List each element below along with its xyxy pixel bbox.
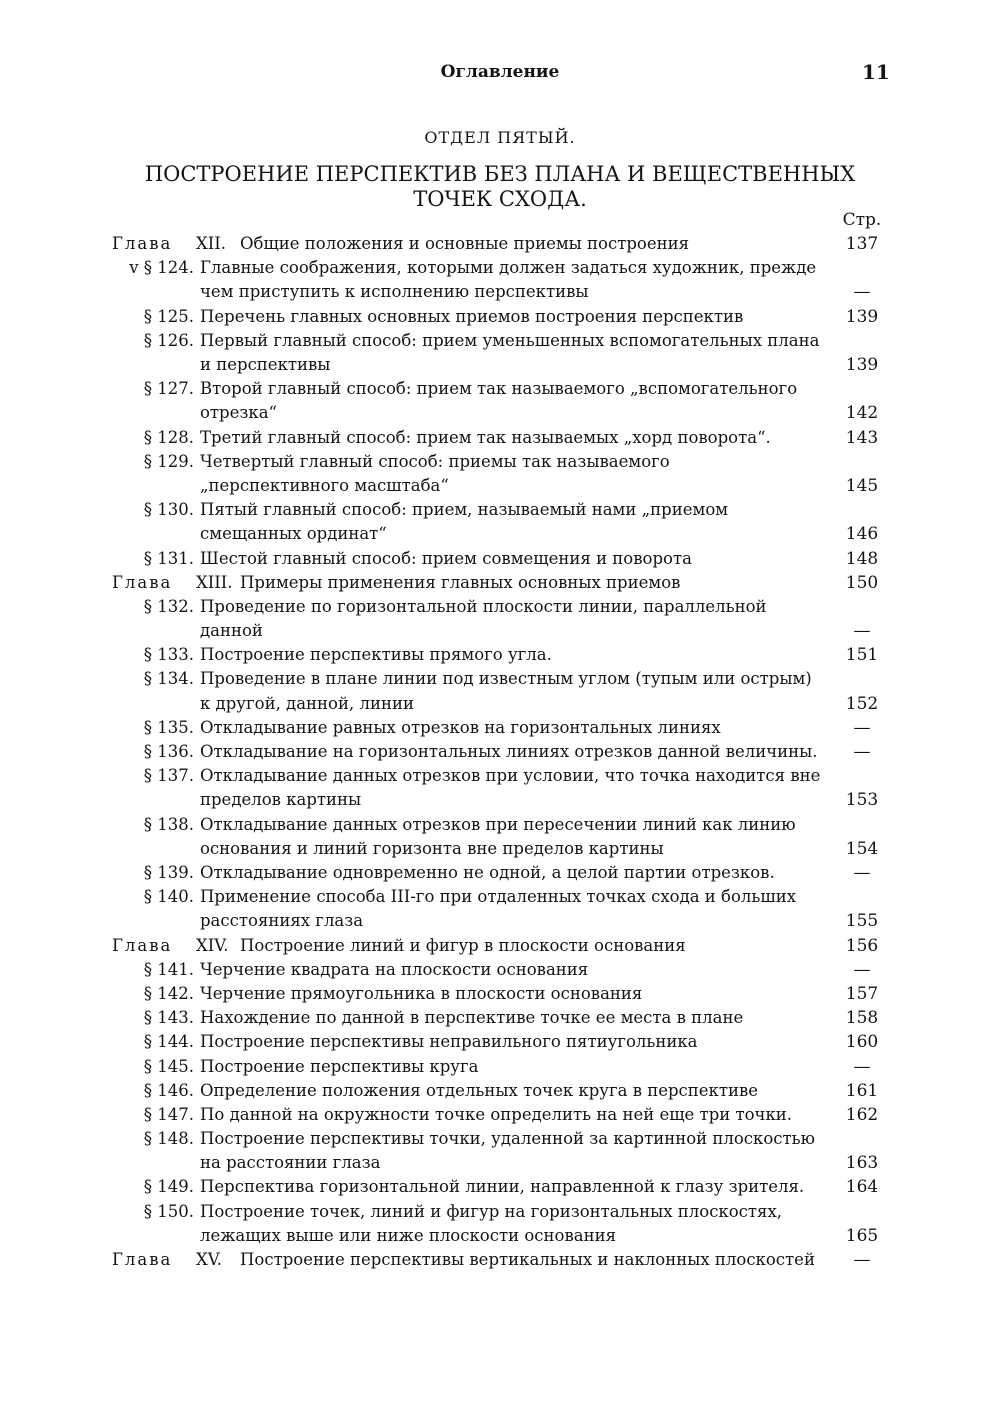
entry-title xyxy=(200,885,822,933)
entry-title xyxy=(200,1200,822,1248)
entry-title-text: Построение перспективы неправильного пятиугольника xyxy=(200,1032,698,1052)
paragraph-number: § 137. xyxy=(143,766,194,786)
entry-title-text: Пятый главный способ: прием, называемый нами „приемом смещанных ординат“ xyxy=(200,500,729,544)
entry-page-number: — xyxy=(853,1250,871,1271)
paragraph-number: § 144. xyxy=(143,1032,194,1052)
paragraph-number: § 127. xyxy=(143,379,194,399)
paragraph-number: § 150. xyxy=(143,1201,194,1221)
entry-page-number: — xyxy=(853,282,871,303)
entry-title-text: Проведение в плане линии под известным углом (тупым или острым) к другой, данной, линии xyxy=(200,669,812,713)
paragraph-number: v § 124. xyxy=(129,258,194,278)
entry-page-number: 164 xyxy=(845,1177,879,1198)
entry-title-text: Черчение прямоугольника в плоскости основания xyxy=(200,983,643,1003)
entry-title-text: Построение перспективы точки, удаленной за картинной плоскостью на расстоянии глаза xyxy=(200,1129,815,1173)
paragraph-number: § 145. xyxy=(143,1056,194,1076)
entry-title xyxy=(200,377,822,425)
chapter-label: Глава xyxy=(112,935,173,955)
toc-paragraph-entry xyxy=(112,1055,892,1079)
entry-page-number: — xyxy=(853,717,871,738)
paragraph-number: § 135. xyxy=(143,717,194,737)
paragraph-number: § 148. xyxy=(143,1129,194,1149)
entry-title-text: Построение перспективы круга xyxy=(200,1056,479,1076)
entry-page-number: 152 xyxy=(845,693,879,714)
toc-chapter-entry xyxy=(112,1248,892,1272)
entry-title-text: Первый главный способ: прием уменьшенных вспомогательных плана и перспективы xyxy=(200,330,820,374)
entry-page-number: 137 xyxy=(845,233,879,254)
entry-title xyxy=(200,740,822,764)
entry-page-number: 157 xyxy=(845,983,879,1004)
entry-title xyxy=(200,813,822,861)
entry-title-text: Шестой главный способ: прием совмещения и поворота xyxy=(200,548,692,568)
toc-chapter-entry xyxy=(112,232,892,256)
entry-page-number: — xyxy=(853,959,871,980)
paragraph-number: § 141. xyxy=(143,959,194,979)
entry-page-number: — xyxy=(853,1056,871,1077)
paragraph-number: § 142. xyxy=(143,983,194,1003)
entry-title xyxy=(240,934,822,958)
entry-title xyxy=(200,1079,822,1103)
toc-paragraph-entry xyxy=(112,982,892,1006)
toc-paragraph-entry xyxy=(112,377,892,425)
entry-title xyxy=(240,571,822,595)
entry-title xyxy=(200,595,822,643)
entry-title-text: Применение способа III-го при отдаленных точках схода и больших расстояниях глаза xyxy=(200,887,797,931)
toc-paragraph-entry xyxy=(112,498,892,546)
paragraph-number: § 129. xyxy=(143,451,194,471)
running-title: Оглавление xyxy=(440,62,560,82)
chapter-number: XII. xyxy=(196,234,227,253)
entry-page-number: — xyxy=(853,863,871,883)
entry-title-text: Проведение по горизонтальной плоскости линии, параллельной данной xyxy=(200,596,767,641)
entry-title-text: Определение положения отдельных точек круга в перспективе xyxy=(200,1080,759,1100)
entry-page-number: 160 xyxy=(845,1032,879,1053)
entry-title xyxy=(200,667,822,715)
toc-paragraph-entry xyxy=(112,1127,892,1175)
entry-page-number: 154 xyxy=(845,838,879,859)
chapter-number: XIV. xyxy=(196,935,229,955)
entry-title-text: Откладывание равных отрезков на горизонтальных линиях xyxy=(200,717,721,737)
chapter-number: XV. xyxy=(196,1250,223,1270)
entry-title-text: Перечень главных основных приемов построения перспектив xyxy=(200,306,744,326)
entry-title-text: По данной на окружности точке определить на ней еще три точки. xyxy=(200,1104,793,1124)
entry-title-text: Второй главный способ: прием так называемого „вспомогательного отрезка“ xyxy=(200,379,798,423)
section-title-line-1: ПОСТРОЕНИЕ ПЕРСПЕКТИВ БЕЗ ПЛАНА И ВЕЩЕСТВЕННЫХ xyxy=(144,162,856,186)
entry-title-text: Откладывание одновременно не одной, а целой партии отрезков. xyxy=(200,863,775,883)
entry-page-number: 156 xyxy=(845,935,879,956)
toc-paragraph-entry xyxy=(112,1030,892,1054)
section-title-line-2: ТОЧЕК СХОДА. xyxy=(413,187,587,211)
paragraph-number: § 130. xyxy=(143,500,194,520)
entry-title xyxy=(200,450,822,498)
entry-page-number: 158 xyxy=(845,1008,879,1029)
entry-title-text: Построение точек, линий и фигур на горизонтальных плоскостях, лежащих выше или ниже плоскости основания xyxy=(200,1201,783,1245)
toc-paragraph-entry xyxy=(112,764,892,812)
toc-paragraph-entry xyxy=(112,813,892,861)
entry-title-text: Построение линий и фигур в плоскости основания xyxy=(240,935,686,955)
entry-page-number: 142 xyxy=(845,403,879,424)
chapter-number: XIII. xyxy=(196,572,233,592)
entry-title xyxy=(200,861,822,885)
entry-page-number: 162 xyxy=(845,1104,879,1125)
entry-page-number: — xyxy=(853,742,871,763)
chapter-label: Глава xyxy=(112,1250,173,1270)
paragraph-number: § 139. xyxy=(143,863,194,883)
toc-paragraph-entry xyxy=(112,667,892,715)
toc-paragraph-entry xyxy=(112,1175,892,1199)
entry-title xyxy=(200,498,822,546)
entry-title xyxy=(200,256,822,304)
paragraph-number: § 128. xyxy=(143,427,194,447)
entry-title xyxy=(200,426,822,450)
entry-title-text: Четвертый главный способ: приемы так называемого „перспективного масштаба“ xyxy=(200,451,670,495)
toc-paragraph-entry xyxy=(112,1006,892,1030)
entry-page-number: 139 xyxy=(845,306,879,327)
entry-title xyxy=(200,958,822,982)
entry-title-text: Откладывание данных отрезков при условии, что точка находится вне пределов картины xyxy=(200,766,821,810)
entry-title xyxy=(200,982,822,1006)
entry-page-number: 153 xyxy=(845,790,879,811)
entry-title-text: Нахождение по данной в перспективе точке ее места в плане xyxy=(200,1008,744,1028)
entry-title-text: Общие положения и основные приемы построения xyxy=(240,234,690,253)
toc-paragraph-entry xyxy=(112,256,892,304)
entry-page-number: 161 xyxy=(845,1080,879,1101)
paragraph-number: § 136. xyxy=(143,742,194,762)
entry-page-number: 143 xyxy=(845,427,879,448)
entry-title-text: Примеры применения главных основных приемов xyxy=(240,572,681,592)
chapter-label: Глава xyxy=(112,234,173,253)
entry-page-number: 150 xyxy=(845,572,879,593)
paragraph-number: § 134. xyxy=(143,669,194,689)
paragraph-number: § 143. xyxy=(143,1008,194,1028)
paragraph-number: § 131. xyxy=(143,548,194,568)
entry-title-text: Откладывание данных отрезков при пересечении линий как линию основания и линий горизонта вне пределов картины xyxy=(200,814,796,858)
entry-page-number: 163 xyxy=(845,1153,879,1174)
toc-paragraph-entry xyxy=(112,547,892,571)
page-column-header: Стр. xyxy=(842,210,882,230)
entry-title xyxy=(240,232,822,256)
entry-title-text: Откладывание на горизонтальных линиях отрезков данной величины. xyxy=(200,742,818,762)
toc-paragraph-entry xyxy=(112,1103,892,1127)
toc-paragraph-entry xyxy=(112,1079,892,1103)
entry-title-text: Черчение квадрата на плоскости основания xyxy=(200,959,589,979)
paragraph-number: § 138. xyxy=(143,814,194,834)
paragraph-number: § 146. xyxy=(143,1080,194,1100)
toc-paragraph-entry xyxy=(112,595,892,643)
paragraph-number: § 125. xyxy=(143,306,194,326)
table-of-contents xyxy=(112,232,892,1272)
entry-title xyxy=(200,1006,822,1030)
entry-title xyxy=(200,329,822,377)
toc-paragraph-entry xyxy=(112,305,892,329)
toc-paragraph-entry xyxy=(112,643,892,667)
entry-title xyxy=(200,1127,822,1175)
entry-title-text: Построение перспективы прямого угла. xyxy=(200,645,552,665)
toc-paragraph-entry xyxy=(112,740,892,764)
entry-title xyxy=(200,716,822,740)
page-number: 11 xyxy=(862,60,890,84)
entry-page-number: 139 xyxy=(845,354,879,375)
toc-paragraph-entry xyxy=(112,329,892,377)
toc-chapter-entry xyxy=(112,571,892,595)
entry-page-number: 155 xyxy=(845,911,879,932)
entry-title-text: Построение перспективы вертикальных и наклонных плоскостей xyxy=(240,1250,815,1270)
entry-title-text: Главные соображения, которыми должен задаться художник, прежде чем приступить к исполнению перспективы xyxy=(200,258,817,302)
toc-paragraph-entry xyxy=(112,716,892,740)
section-title xyxy=(120,162,880,212)
entry-title xyxy=(200,643,822,667)
toc-paragraph-entry xyxy=(112,885,892,933)
entry-title xyxy=(200,764,822,812)
entry-title xyxy=(200,1175,822,1199)
paragraph-number: § 126. xyxy=(143,330,194,350)
toc-chapter-entry xyxy=(112,934,892,958)
paragraph-number: § 140. xyxy=(143,887,194,907)
entry-title-text: Перспектива горизонтальной линии, направленной к глазу зрителя. xyxy=(200,1177,805,1197)
chapter-label: Глава xyxy=(112,572,173,592)
paragraph-number: § 147. xyxy=(143,1104,194,1124)
entry-page-number: 146 xyxy=(845,524,879,545)
entry-title xyxy=(200,305,822,329)
entry-page-number: 148 xyxy=(845,548,879,569)
entry-title xyxy=(200,547,822,571)
entry-title xyxy=(240,1248,822,1272)
entry-title xyxy=(200,1103,822,1127)
entry-page-number: — xyxy=(853,621,871,642)
entry-page-number: 165 xyxy=(845,1225,879,1246)
section-label: ОТДЕЛ ПЯТЫЙ. xyxy=(424,128,576,147)
entry-page-number: 151 xyxy=(845,645,879,666)
entry-title xyxy=(200,1030,822,1054)
toc-paragraph-entry xyxy=(112,450,892,498)
paragraph-number: § 133. xyxy=(143,645,194,665)
toc-paragraph-entry xyxy=(112,958,892,982)
toc-paragraph-entry xyxy=(112,1200,892,1248)
entry-title xyxy=(200,1055,822,1079)
toc-paragraph-entry xyxy=(112,426,892,450)
paragraph-number: § 149. xyxy=(143,1177,194,1197)
paragraph-number: § 132. xyxy=(143,596,194,616)
entry-page-number: 145 xyxy=(845,475,879,496)
entry-title-text: Третий главный способ: прием так называемых „хорд поворота“. xyxy=(200,427,771,447)
toc-paragraph-entry xyxy=(112,861,892,885)
